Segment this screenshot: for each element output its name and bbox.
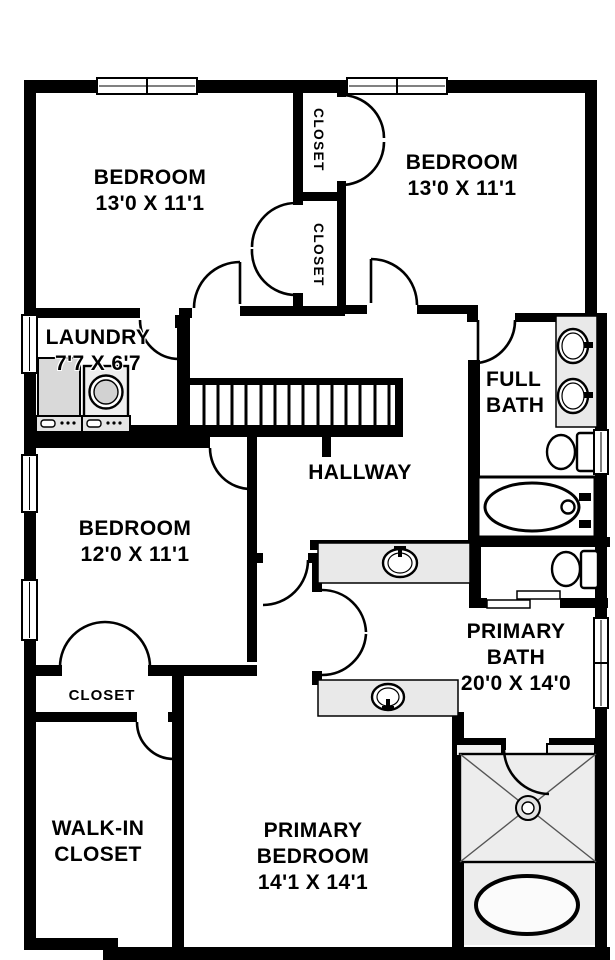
- door-arc: [263, 560, 308, 605]
- door-arc: [210, 448, 251, 489]
- room-name: PRIMARY: [466, 620, 566, 643]
- room-label-bedroom-top-left: [94, 165, 206, 217]
- room-label-bedroom-top-right: [406, 150, 518, 202]
- room-name: CLOSET: [68, 687, 136, 704]
- primary-bath-vanity-top: [318, 543, 470, 583]
- room-name: WALK-IN: [51, 817, 145, 840]
- room-dims: 12'0 X 11'1: [80, 543, 190, 566]
- door-arc: [60, 622, 105, 667]
- window: [594, 430, 608, 474]
- window: [97, 78, 197, 94]
- room-label-laundry: [46, 325, 151, 377]
- window: [347, 78, 447, 94]
- room-label-primary-bedroom: [257, 818, 369, 896]
- room-name: CLOSET: [311, 223, 326, 287]
- window: [22, 580, 37, 640]
- door-arc: [371, 259, 417, 305]
- room-name: HALLWAY: [308, 461, 412, 484]
- room-label-primary-bath: [461, 619, 571, 697]
- door-arc: [341, 95, 384, 138]
- room-dims: 13'0 X 11'1: [407, 177, 517, 200]
- door-arc: [137, 722, 174, 759]
- room-name: BATH: [486, 394, 545, 417]
- room-dims: 13'0 X 11'1: [95, 192, 205, 215]
- room-label-full-bath: [486, 367, 544, 419]
- room-name: BEDROOM: [93, 166, 207, 189]
- door-arc: [252, 249, 296, 295]
- room-label-closet-bedroom-left: [69, 683, 136, 709]
- primary-bath-vanity-bottom: [318, 680, 458, 716]
- room-name: CLOSET: [54, 843, 142, 866]
- door-arc: [478, 320, 515, 363]
- door-arc: [194, 262, 240, 308]
- door-arc: [105, 622, 150, 667]
- door-arc: [322, 634, 366, 675]
- room-name: PRIMARY: [263, 819, 363, 842]
- room-dims: 14'1 X 14'1: [257, 871, 369, 894]
- door-arc: [341, 142, 384, 185]
- room-name: BEDROOM: [405, 151, 519, 174]
- room-label-closet-top: [311, 108, 325, 172]
- primary-toilet: [552, 551, 598, 588]
- window: [22, 455, 37, 512]
- door-arc: [252, 203, 296, 247]
- window: [594, 618, 608, 708]
- bathtub: [478, 477, 595, 537]
- room-name: CLOSET: [311, 108, 326, 172]
- room-label-closet-middle: [311, 223, 325, 287]
- room-name: BEDROOM: [256, 845, 370, 868]
- room-name: LAUNDRY: [45, 326, 151, 349]
- room-dims: 7'7 X 6'7: [55, 352, 141, 375]
- room-name: BEDROOM: [78, 517, 192, 540]
- room-dims: 20'0 X 14'0: [460, 672, 572, 695]
- room-name: BATH: [486, 646, 546, 669]
- door-arc: [322, 590, 366, 632]
- room-label-bedroom-left: [79, 516, 191, 568]
- walk-in-shower: [456, 744, 596, 862]
- room-label-walk-in-closet: [52, 816, 145, 868]
- room-label-hallway: [308, 460, 412, 486]
- room-name: FULL: [486, 368, 542, 391]
- full-bath-vanity: [556, 316, 597, 427]
- full-bath-toilet: [547, 433, 596, 471]
- window: [22, 315, 37, 373]
- freestanding-tub: [476, 876, 578, 934]
- pocket-door: [487, 591, 560, 608]
